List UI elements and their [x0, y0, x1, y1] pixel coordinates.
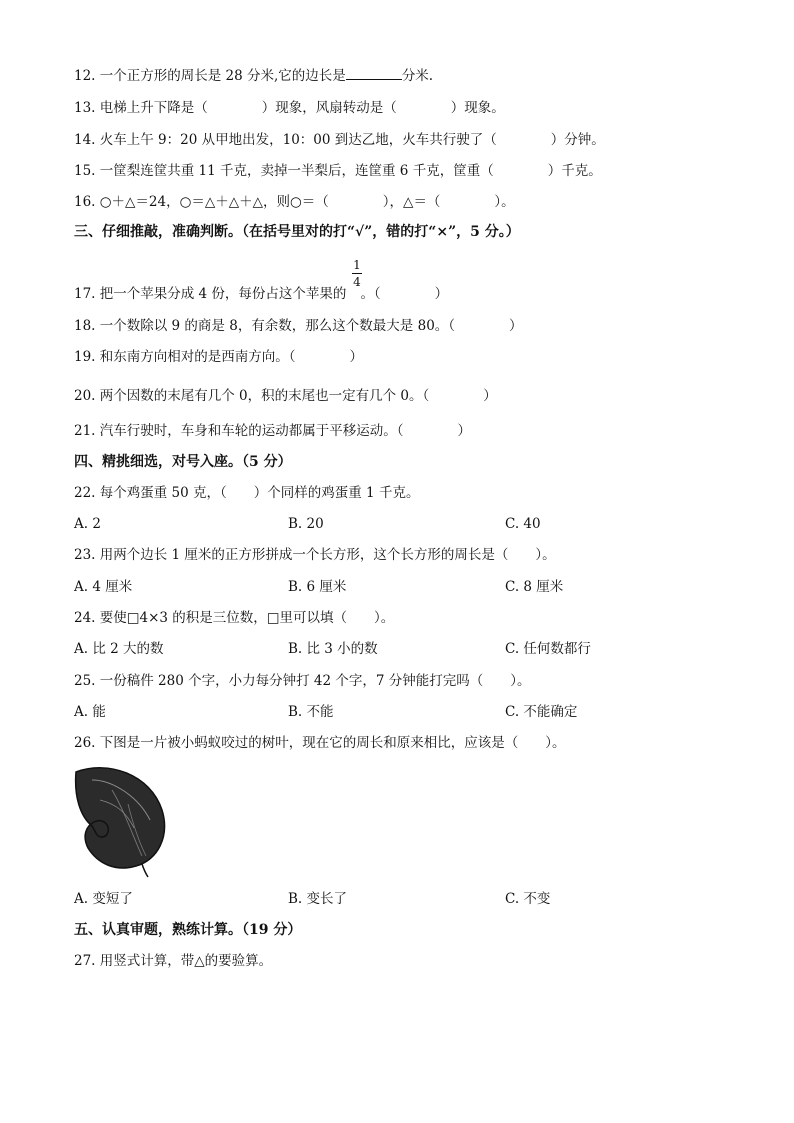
q25-option-b[interactable]: B. 不能	[288, 704, 334, 720]
question-25: 25. 一份稿件 280 个字，小力每分钟打 42 个字，7 分钟能打完吗（ ）。	[74, 673, 531, 689]
q22-option-b[interactable]: B. 20	[288, 516, 324, 532]
question-12	[74, 66, 433, 85]
answer-blank[interactable]	[346, 66, 402, 80]
question-21: 21. 汽车行驶时，车身和车轮的运动都属于平移运动。（ ）	[74, 423, 472, 439]
q24-option-c[interactable]: C. 任何数都行	[505, 641, 591, 657]
bitten-leaf-image	[72, 760, 172, 878]
section-3-heading: 三、仔细推敲，准确判断。（在括号里对的打“√”，错的打“×”，5 分。）	[74, 224, 520, 240]
question-22: 22. 每个鸡蛋重 50 克，（ ）个同样的鸡蛋重 1 千克。	[74, 485, 420, 501]
question-17-text: 17. 把一个苹果分成 4 份，每份占这个苹果的	[74, 286, 347, 302]
question-20: 20. 两个因数的末尾有几个 0，积的末尾也一定有几个 0。（ ）	[74, 388, 497, 404]
q26-option-a[interactable]: A. 变短了	[74, 891, 133, 907]
question-26: 26. 下图是一片被小蚂蚁咬过的树叶，现在它的周长和原来相比，应该是（ ）。	[74, 735, 566, 751]
section-5-heading: 五、认真审题，熟练计算。（19 分）	[74, 922, 302, 938]
q24-option-a[interactable]: A. 比 2 大的数	[74, 641, 164, 657]
question-16: 16. ○＋△＝24，○＝△＋△＋△，则○＝（ ），△＝（ ）。	[74, 194, 515, 210]
question-12-text: 12. 一个正方形的周长是 28 分米,它的边长是	[74, 68, 346, 84]
question-13: 13. 电梯上升下降是（ ）现象，风扇转动是（ ）现象。	[74, 100, 505, 116]
question-15: 15. 一筐梨连筐共重 11 千克，卖掉一半梨后，连筐重 6 千克，筐重（ ）千克。	[74, 163, 602, 179]
question-17-bracket: 。（ ）	[360, 286, 449, 302]
q23-option-a[interactable]: A. 4 厘米	[74, 579, 133, 595]
fraction-denominator: 4	[353, 275, 361, 289]
question-23: 23. 用两个边长 1 厘米的正方形拼成一个长方形，这个长方形的周长是（ ）。	[74, 547, 556, 563]
fraction-bar	[352, 273, 362, 274]
q23-option-b[interactable]: B. 6 厘米	[288, 579, 347, 595]
fraction-numerator: 1	[353, 258, 361, 272]
section-4-heading: 四、精挑细选，对号入座。（5 分）	[74, 454, 292, 470]
question-14: 14. 火车上午 9：20 从甲地出发，10：00 到达乙地，火车共行驶了（ ）分钟。	[74, 132, 605, 148]
question-27: 27. 用竖式计算，带△的要验算。	[74, 953, 273, 969]
question-24: 24. 要使□4×3 的积是三位数，□里可以填（ ）。	[74, 610, 395, 626]
q23-option-c[interactable]: C. 8 厘米	[505, 579, 564, 595]
question-18: 18. 一个数除以 9 的商是 8，有余数，那么这个数最大是 80。（ ）	[74, 318, 523, 334]
q22-option-a[interactable]: A. 2	[74, 516, 101, 532]
q26-option-c[interactable]: C. 不变	[505, 891, 551, 907]
question-12-unit: 分米.	[401, 68, 434, 84]
q22-option-c[interactable]: C. 40	[505, 516, 541, 532]
q24-option-b[interactable]: B. 比 3 小的数	[288, 641, 378, 657]
question-17	[74, 285, 448, 303]
q25-option-a[interactable]: A. 能	[74, 704, 106, 720]
q25-option-c[interactable]: C. 不能确定	[505, 704, 578, 720]
question-19: 19. 和东南方向相对的是西南方向。（ ）	[74, 349, 364, 365]
q26-option-b[interactable]: B. 变长了	[288, 891, 348, 907]
